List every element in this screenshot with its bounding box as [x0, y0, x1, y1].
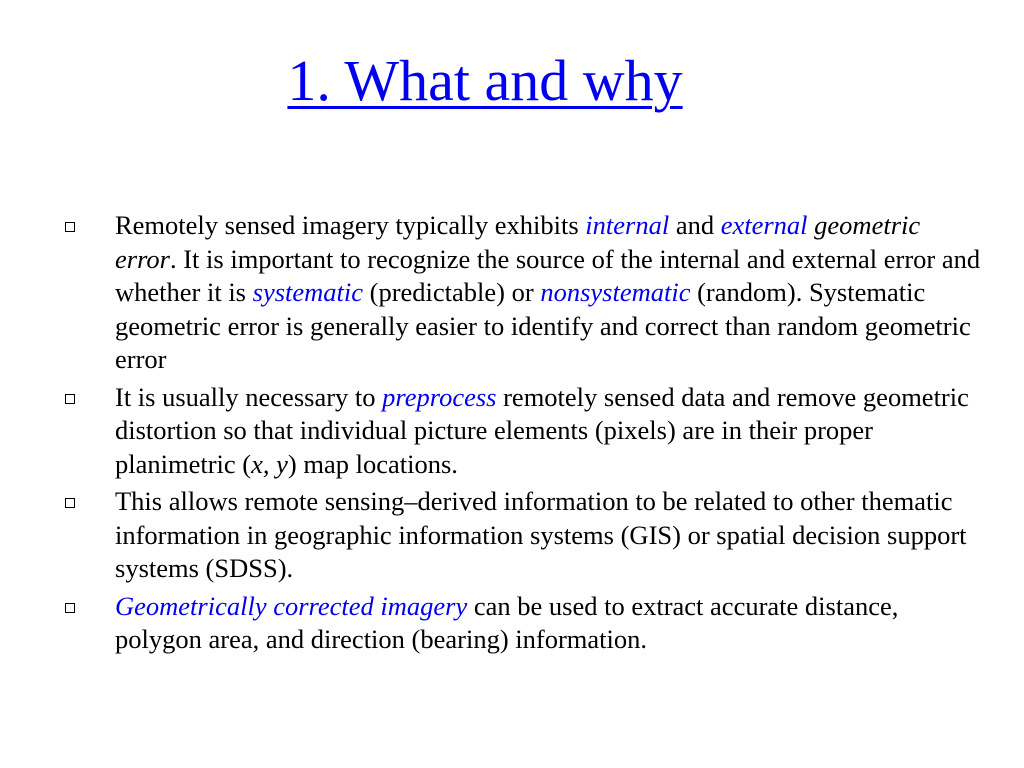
- bullet-item-2: [0, 381, 985, 482]
- bullet-1-text: (random). Systematic geometric error is generally easier to identify and correct than random geometric error: [115, 277, 971, 374]
- bullet-list: [0, 209, 1024, 661]
- bullet-2-text: remotely sensed data and remove geometric distortion so that individual picture elements (pixels) are in their proper planimetric (: [115, 381, 969, 479]
- term-systematic: systematic: [252, 277, 364, 307]
- hollow-square-icon: [65, 394, 75, 404]
- bullet-4-text: can be used to extract accurate distance, polygon area, and direction (bearing) information.: [115, 590, 899, 654]
- bullet-1-text: . It is important to recognize the source of the internal and external error and whether it is: [115, 243, 981, 307]
- bullet-item-1: [0, 209, 985, 377]
- bullet-2-text: ) map locations.: [287, 448, 458, 479]
- hollow-square-icon: [65, 222, 75, 232]
- bullet-item-3: [0, 485, 985, 586]
- hollow-square-icon: [65, 498, 75, 508]
- term-geometric-error: geometric error: [115, 210, 921, 274]
- term-external: external: [720, 210, 808, 240]
- bullet-1-text: and: [669, 210, 721, 240]
- bullet-1-text: (predictable) or: [363, 277, 541, 307]
- term-xy: x, y: [251, 448, 288, 479]
- bullet-1-text: Remotely sensed imagery typically exhibits: [115, 210, 586, 240]
- bullet-item-4: [0, 590, 985, 657]
- term-geometrically-corrected-imagery: Geometrically corrected imagery: [115, 590, 468, 621]
- bullet-2-text: It is usually necessary to: [115, 381, 383, 412]
- term-internal: internal: [585, 210, 670, 240]
- slide-title: 1. What and why: [287, 48, 683, 113]
- hollow-square-icon: [65, 603, 75, 613]
- term-preprocess: preprocess: [382, 381, 497, 412]
- bullet-3-text: This allows remote sensing–derived information to be related to other thematic information in geographic information systems (GIS) or spatial decision support systems (SDSS).: [115, 486, 967, 583]
- term-nonsystematic: nonsystematic: [540, 277, 691, 307]
